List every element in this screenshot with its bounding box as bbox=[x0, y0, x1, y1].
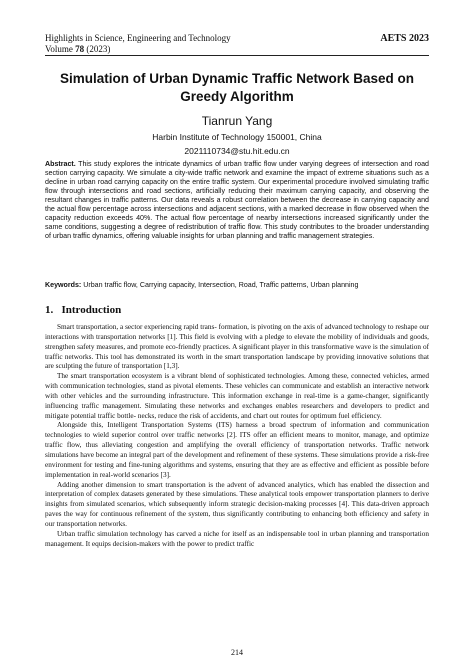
conference-name: AETS 2023 bbox=[380, 33, 429, 44]
author-email: 2021110734@stu.hit.edu.cn bbox=[184, 146, 290, 156]
volume-number: 78 bbox=[75, 44, 85, 54]
abstract-label: Abstract. bbox=[45, 160, 76, 168]
keywords-text: Urban traffic flow, Carrying capacity, Intersection, Road, Traffic patterns, Urban planning bbox=[81, 281, 359, 289]
paper-title: Simulation of Urban Dynamic Traffic Network Based on Greedy Algorithm bbox=[59, 71, 415, 104]
volume-label: Volume bbox=[45, 44, 76, 54]
section-heading bbox=[45, 304, 121, 316]
volume-info bbox=[45, 44, 110, 55]
author-name: Tianrun Yang bbox=[201, 114, 273, 128]
page-number: 214 bbox=[231, 648, 243, 657]
journal-name: Highlights in Science, Engineering and Technology bbox=[45, 33, 231, 43]
paragraph: Adding another dimension to smart transportation is the advent of advanced analytics, which has enabled the dissection and interpretation of complex datasets generated by these simulations. These analytical tools empower transportation planners to derive insights from simulated scenarios, which subsequently inform strategic decision-making processes [4]. This data-driven approach paves the way for continuous refinement of the system, thus significantly contributing to enhancing both efficiency and safety in our transportation networks. bbox=[45, 480, 429, 528]
abstract-text: This study explores the intricate dynamics of urban traffic flow under varying degrees of intersection and road section carrying capacity. We simulate a city-wide traffic network and examine the impact of extreme situations such as a decline in urban road carrying capacity on the entire traffic system. Our experimental procedure involved simulating traffic flow through intersections and road sections, artificially reducing their maximum carrying capacity, and observing the resultant changes in traffic patterns. Our data reveals a robust correlation between the decrease in carrying capacity and the actual flow percentage across intersections and adjacent sections, with a marked decrease in flow observed when the capacity reduction exceeds 40%. The actual flow percentage of nearby intersections increased significantly under the same conditions, suggesting a degree of redistribution of traffic flow. This study contributes to the broader understanding of urban traffic dynamics, offering valuable insights for urban planning and traffic management strategies. bbox=[45, 160, 429, 241]
section-title: Introduction bbox=[61, 304, 122, 316]
keywords-label: Keywords: bbox=[45, 281, 82, 289]
section-number: 1. bbox=[45, 304, 54, 316]
paragraph: Smart transportation, a sector experiencing rapid trans- formation, is pivoting on the axis of advanced technology to reshape our interactions with transportation networks [1]. This field is evolving with a pledge to elevate the mobility of individuals and goods, strengthen safety measures, and promote eco-friendly practices. A significant player in this transformative wave is the simulation of traffic networks. This tool has demonstrated its worth in the smart transportation landscape by providing innovative solutions that are sculpting the future of transportation [1,3]. bbox=[45, 323, 429, 371]
paragraph: The smart transportation ecosystem is a vibrant blend of sophisticated technologies. Among these, connected vehicles, armed with communication technologies, stand as pivotal elements. These vehicles can communicate and establish an interactive network with other vehicles and the surrounding infrastructure. This information exchange in real-time is a game-changer, significantly influencing traffic management. Simulating these networks and exchanges enables researchers and developers to predict and mitigate potential traffic bottle- necks, reduce the risk of accidents, and chart out routes for optimum fuel efficiency. bbox=[45, 372, 429, 420]
keywords bbox=[45, 281, 429, 290]
abstract bbox=[45, 160, 429, 241]
author-affiliation: Harbin Institute of Technology 150001, China bbox=[152, 132, 322, 142]
paragraph: Alongside this, Intelligent Transportation Systems (ITS) harness a broad spectrum of information and communication technologies to wield superior control over traffic networks [2]. ITS offer an efficient means to monitor, manage, and optimize traffic flow, thus alleviating congestion and amplifying the overall efficiency of transportation networks. Traffic network simulations have become an integral part of the development and refinement of these systems. These simulations provide a risk-free environment for testing and fine-tuning algorithms and systems, ensuring that they are as effective and efficient as possible before implementation in real-world scenarios [3]. bbox=[45, 421, 429, 479]
header-rule bbox=[45, 55, 429, 56]
paragraph: Urban traffic simulation technology has carved a niche for itself as an indispensable tool in urban planning and transportation management. It equips decision-makers with the power to predict traffic bbox=[45, 529, 429, 548]
body-text bbox=[45, 323, 429, 549]
volume-year: (2023) bbox=[84, 44, 111, 54]
